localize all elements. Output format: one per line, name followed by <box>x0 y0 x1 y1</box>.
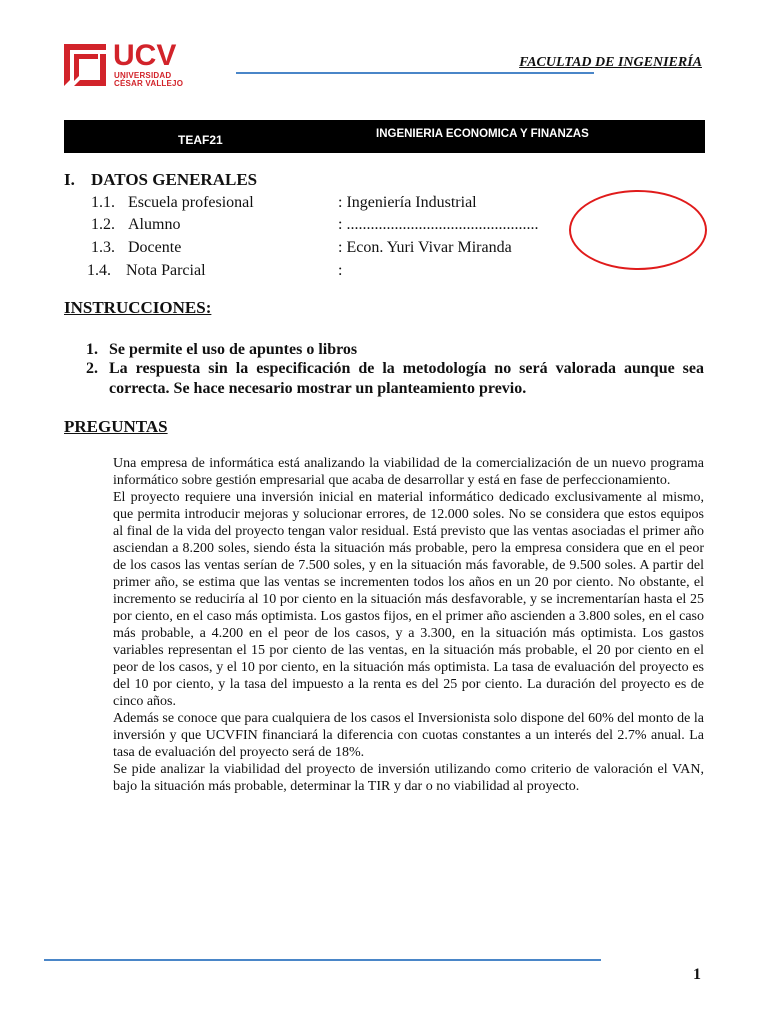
section-number: I. <box>64 170 75 189</box>
paragraph: Una empresa de informática está analizando la viabilidad de la comercialización de un nuevo programa informático sobre gestión empresarial que acaba de desarrollar y está en fase de perfeccionamiento. <box>113 456 704 488</box>
problem-statement <box>113 455 704 795</box>
faculty-title: FACULTAD DE INGENIERÍA <box>519 55 702 70</box>
ucv-logo <box>64 39 184 90</box>
row-label: Docente <box>128 239 182 256</box>
page-number: 1 <box>693 966 701 983</box>
questions-heading: PREGUNTAS <box>64 417 168 436</box>
course-name: INGENIERIA ECONOMICA Y FINANZAS <box>376 128 589 140</box>
header-rule <box>236 72 594 74</box>
footer-rule <box>44 959 601 961</box>
ucv-shield-icon <box>64 44 106 86</box>
section-title: DATOS GENERALES <box>91 170 258 189</box>
instruction-item: Se permite el uso de apuntes o libros <box>109 341 358 358</box>
row-label: Nota Parcial <box>126 262 206 279</box>
row-number: 1.4. <box>87 262 111 279</box>
row-value: : <box>338 262 343 279</box>
row-label: Escuela profesional <box>128 194 254 211</box>
paragraph: El proyecto requiere una inversión inicial en material informático dedicado exclusivamente al mismo, que permita introducir mejoras y solucionar errores, de 12.000 soles. No se considera que estos equipos al final de la vida del proyecto tengan valor residual. Está previsto que las ventas asociadas el primer año asciendan a 8.200 soles, siendo ésta la situación más probable, pero la empresa considera que en el peor de los casos las ventas serían de 7.500 soles, y en la situación más favorable, de 9.500 soles. A partir del primer año, se estima que las ventas se incrementen todos los años en un 20 por ciento. No obstante, el incremento se reduciría al 10 por ciento en la situación más desfavorable, y se incrementarían hasta el 25 por ciento, en el caso más optimista. Los gastos fijos, en el primer año ascienden a 3.800 soles, en el caso más probable, a 4.200 en el peor de los casos, y a 3.300, en la situación más optimista. Los gastos variables representan el 15 por ciento de las ventas, en la situación más probable, el 20 por ciento en el peor de los casos, y el 10 por ciento, en la situación más optimista. La tasa de evaluación del proyecto es del 10 por ciento, y la tasa del impuesto a la renta es del 25 por ciento. La duración del proyecto es de cinco años. <box>113 490 704 709</box>
row-number: 1.3. <box>91 239 115 256</box>
course-bar <box>64 120 705 153</box>
row-label: Alumno <box>128 216 181 233</box>
course-code: TEAF21 <box>178 133 223 147</box>
logo-wordmark: UCV <box>113 39 177 72</box>
row-value: : Econ. Yuri Vivar Miranda <box>338 239 512 256</box>
logo-subtitle-1: UNIVERSIDAD <box>114 71 172 80</box>
row-value: : Ingeniería Industrial <box>338 194 477 211</box>
student-name-field: : ................................................ <box>338 216 539 233</box>
paragraph: Se pide analizar la viabilidad del proyecto de inversión utilizando como criterio de valoración el VAN, bajo la situación más probable, determinar la TIR y dar o no viabilidad al proyecto. <box>113 762 704 794</box>
row-number: 1.1. <box>91 194 115 211</box>
paragraph: Además se conoce que para cualquiera de los casos el Inversionista solo dispone del 60% del monto de la inversión y que UCVFIN financiará la diferencia con cuotas constantes a un interés del 2.7% anual. La tasa de evaluación del proyecto será de 18%. <box>113 711 704 760</box>
row-number: 1.2. <box>91 216 115 233</box>
instruction-number: 1. <box>86 341 98 358</box>
instructions-heading: INSTRUCCIONES: <box>64 298 212 317</box>
instruction-number: 2. <box>86 360 98 377</box>
red-ellipse-annotation <box>569 190 707 270</box>
instruction-item: La respuesta sin la especificación de la metodología no será valorada aunque sea correcta. Se hace necesario mostrar un planteamiento previo. <box>109 360 704 397</box>
logo-subtitle-2: CÉSAR VALLEJO <box>114 79 184 88</box>
